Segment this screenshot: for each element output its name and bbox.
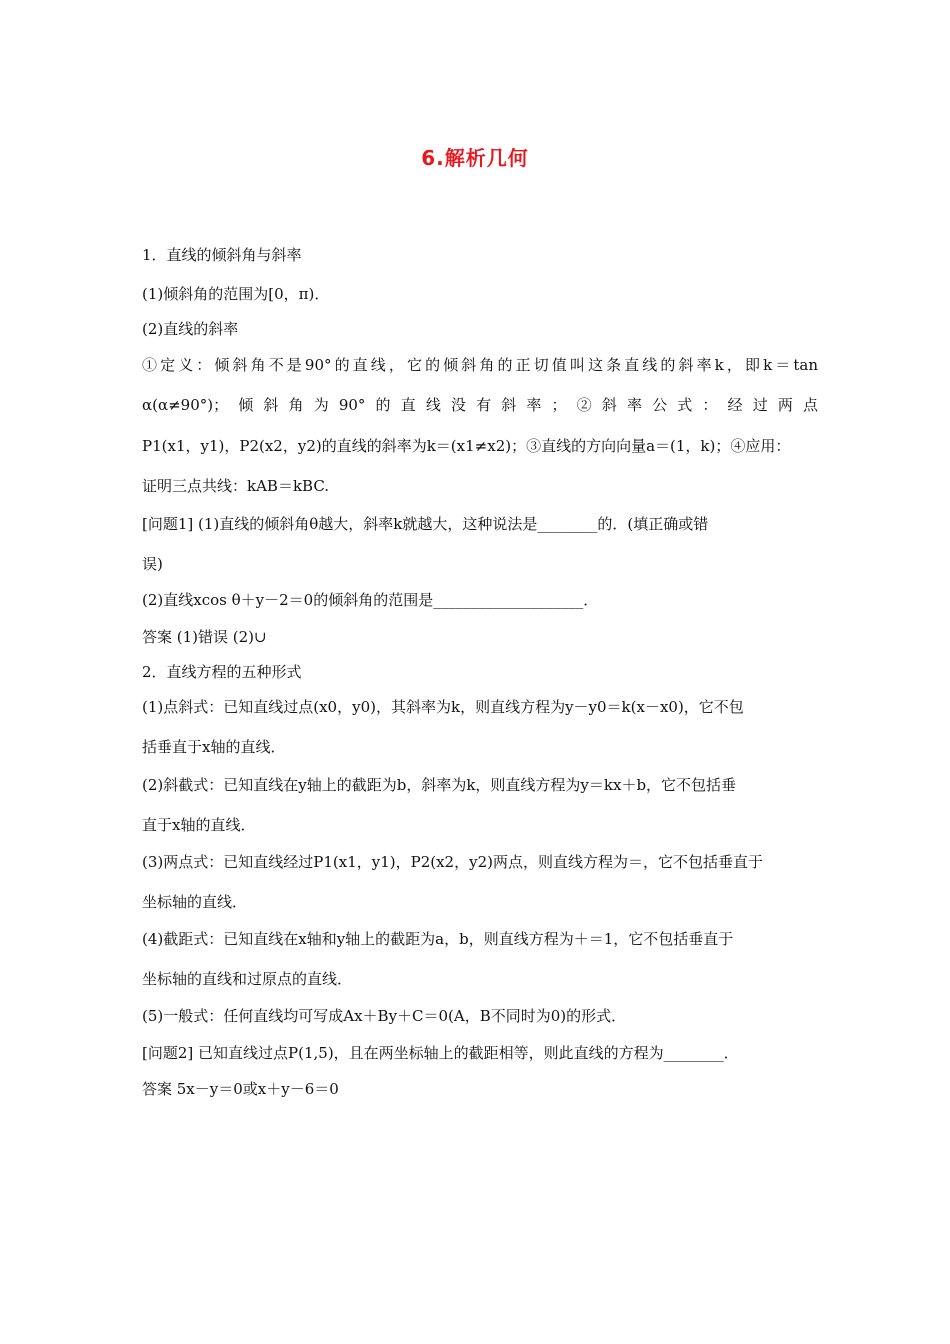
answer-line: 答案 (1)错误 (2)∪ — [142, 628, 267, 646]
question-line: [问题1] (1)直线的倾斜角θ越大，斜率k就越大，这种说法是________的．(填正确或错 — [142, 515, 709, 533]
text-line: ①定义：倾斜角不是90°的直线，它的倾斜角的正切值叫这条直线的斜率k，即k＝tan — [142, 356, 818, 374]
text-line: (2)直线的斜率 — [142, 320, 239, 338]
text-line: (1)点斜式：已知直线过点(x0，y0)，其斜率为k，则直线方程为y－y0＝k(x－x0)，它不包 — [142, 698, 744, 716]
question-line: (2)直线xcos θ＋y－2＝0的倾斜角的范围是____________________． — [142, 591, 599, 609]
text-line: 括垂直于x轴的直线． — [142, 738, 286, 756]
page-title: 6.解析几何 — [421, 146, 529, 170]
text-line: 证明三点共线：kAB＝kBC. — [142, 477, 330, 495]
text-line: (4)截距式：已知直线在x轴和y轴上的截距为a，b，则直线方程为＋＝1，它不包括垂直于 — [142, 930, 734, 948]
text-line: 坐标轴的直线． — [142, 893, 248, 911]
section-heading-1: 1．直线的倾斜角与斜率 — [142, 246, 302, 264]
text-line: 直于x轴的直线． — [142, 816, 256, 834]
text-line: 坐标轴的直线和过原点的直线． — [142, 970, 353, 988]
text-line: (2)斜截式：已知直线在y轴上的截距为b，斜率为k，则直线方程为y＝kx＋b，它不包括垂 — [142, 776, 737, 794]
text-line: (5)一般式：任何直线均可写成Ax＋By＋C＝0(A，B不同时为0)的形式． — [142, 1007, 627, 1025]
text-line: α(α≠90°)；倾斜角为90°的直线没有斜率；②斜率公式：经过两点 — [142, 396, 818, 414]
answer-line: 答案 5x－y＝0或x＋y－6＝0 — [142, 1080, 339, 1098]
section-heading-2: 2．直线方程的五种形式 — [142, 663, 302, 681]
text-line: (3)两点式：已知直线经过P1(x1，y1)，P2(x2，y2)两点，则直线方程为＝，它不包括垂直于 — [142, 853, 763, 871]
question-line: 误) — [142, 555, 163, 573]
question-line: [问题2] 已知直线过点P(1,5)，且在两坐标轴上的截距相等，则此直线的方程为________． — [142, 1044, 739, 1062]
text-line: (1)倾斜角的范围为[0，π)． — [142, 285, 330, 303]
text-line: P1(x1，y1)，P2(x2，y2)的直线的斜率为k＝(x1≠x2)；③直线的方向向量a＝(1，k)；④应用： — [142, 437, 791, 455]
